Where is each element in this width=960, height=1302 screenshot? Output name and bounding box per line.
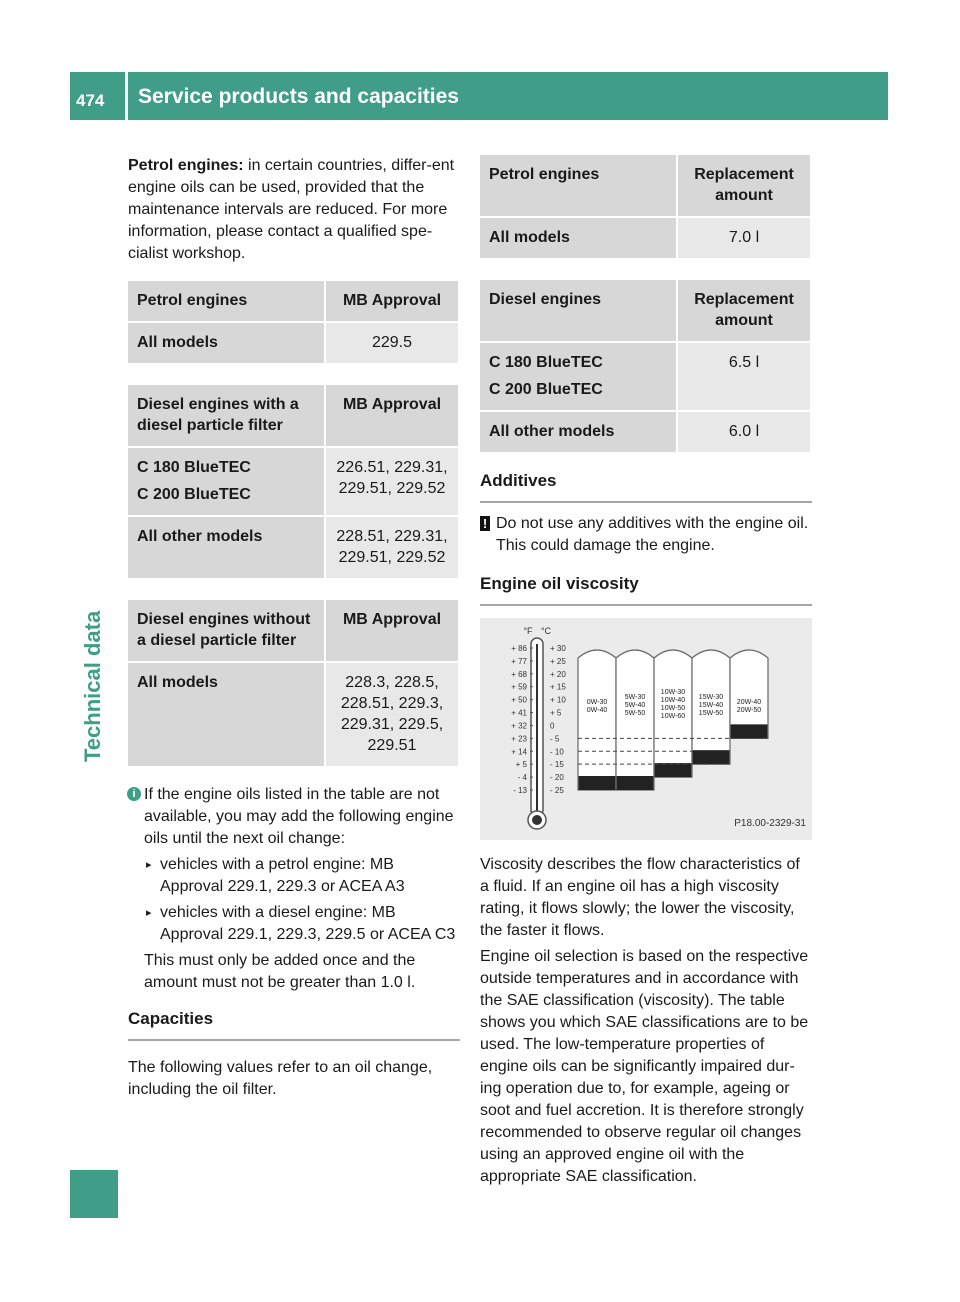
- viscosity-grade-label: 10W-40: [660, 697, 686, 704]
- celsius-tick-label: + 30: [550, 644, 566, 653]
- celsius-tick-label: + 20: [550, 669, 566, 679]
- celsius-tick-label: 0: [550, 721, 555, 731]
- fahrenheit-unit: °F: [523, 626, 533, 636]
- warning-note: [480, 513, 812, 557]
- fahrenheit-tick-label: - 13: [513, 786, 527, 795]
- table-cell: All models: [128, 663, 324, 766]
- table-cell: [128, 448, 324, 515]
- model-name: C 200 BlueTEC: [137, 486, 251, 503]
- celsius-tick-label: + 10: [550, 695, 566, 705]
- section-title: Service products and capacities: [138, 85, 459, 108]
- celsius-tick-label: - 15: [550, 760, 564, 770]
- intro-paragraph: [128, 155, 460, 265]
- table-cell: 6.0 l: [678, 412, 810, 452]
- diesel-nofilter-approval-table: [126, 598, 460, 768]
- celsius-tick-label: + 25: [550, 656, 566, 666]
- fahrenheit-tick-label: + 5: [515, 760, 527, 770]
- viscosity-grade-label: 10W-60: [660, 713, 686, 720]
- table-header: Diesel engines: [480, 280, 676, 341]
- table-cell: [480, 343, 676, 410]
- table-cell: All models: [480, 218, 676, 258]
- intro-text: in certain countries, differ-ent engine oils can be used, provided that the maintenance intervals are reduced. For more information, please contact a qualified spe-cialist workshop.: [128, 157, 455, 262]
- viscosity-grade-label: 10W-30: [660, 689, 686, 696]
- fahrenheit-tick-label: + 59: [511, 682, 527, 692]
- left-column: [128, 155, 460, 1101]
- model-name: C 180 BlueTEC: [137, 459, 251, 476]
- note-after-text: This must only be added once and the amount must not be greater than 1.0 l.: [144, 952, 416, 991]
- table-header: Replacement amount: [678, 155, 810, 216]
- fahrenheit-tick-label: + 14: [511, 747, 527, 757]
- viscosity-grade-label: 5W-40: [624, 702, 646, 709]
- celsius-tick-label: - 25: [550, 786, 564, 795]
- viscosity-grade-label: 5W-30: [624, 694, 646, 701]
- table-header: Petrol engines: [128, 281, 324, 321]
- table-cell: All other models: [128, 517, 324, 578]
- petrol-approval-table: [126, 279, 460, 365]
- diesel-capacity-table: [478, 278, 812, 454]
- celsius-tick-label: + 15: [550, 682, 566, 692]
- viscosity-grade-label: 0W-30: [586, 699, 608, 706]
- viscosity-band-low-zone: [655, 763, 692, 777]
- viscosity-paragraph-1: Viscosity describes the flow characteristics of a fluid. If an engine oil has a high viscosity rating, it flows slowly; the lower the viscosity, the faster it flows.: [480, 856, 800, 939]
- side-tab-square: [70, 1170, 118, 1218]
- capacities-text: The following values refer to an oil change, including the oil filter.: [128, 1059, 433, 1098]
- viscosity-heading: Engine oil viscosity: [480, 573, 812, 606]
- fahrenheit-tick-label: + 86: [511, 644, 527, 653]
- viscosity-band-low-zone: [617, 776, 654, 790]
- fahrenheit-tick-label: + 32: [511, 721, 527, 731]
- celsius-tick-label: + 5: [550, 708, 562, 718]
- table-header: Diesel engines with a diesel particle filter: [128, 385, 324, 446]
- warning-icon: !: [480, 516, 490, 531]
- right-column: [480, 155, 812, 1188]
- fahrenheit-tick-label: + 50: [511, 695, 527, 705]
- table-header: Diesel engines without a diesel particle filter: [128, 600, 324, 661]
- table-cell: All other models: [480, 412, 676, 452]
- warning-text: Do not use any additives with the engine oil. This could damage the engine.: [496, 515, 809, 554]
- fahrenheit-tick-label: + 77: [511, 656, 527, 666]
- celsius-tick-label: - 5: [550, 734, 560, 744]
- fahrenheit-tick-label: + 68: [511, 669, 527, 679]
- viscosity-grade-label: 15W-50: [698, 710, 724, 717]
- table-header: Replacement amount: [678, 280, 810, 341]
- celsius-tick-label: - 20: [550, 773, 564, 783]
- viscosity-grade-label: 10W-50: [660, 705, 686, 712]
- fahrenheit-tick-label: + 23: [511, 734, 527, 744]
- viscosity-band: [616, 650, 654, 790]
- viscosity-grade-label: 15W-30: [698, 694, 724, 701]
- intro-bold: Petrol engines:: [128, 157, 244, 174]
- celsius-tick-label: - 10: [550, 747, 564, 757]
- model-name: C 180 BlueTEC: [489, 354, 603, 371]
- capacities-heading: Capacities: [128, 1008, 460, 1041]
- table-cell: 228.51, 229.31, 229.51, 229.52: [326, 517, 458, 578]
- viscosity-band: [578, 650, 616, 790]
- table-header: MB Approval: [326, 385, 458, 446]
- chart-reference: P18.00-2329-31: [734, 818, 806, 829]
- viscosity-grade-label: 0W-40: [586, 707, 608, 714]
- page-number: 474: [76, 91, 105, 110]
- viscosity-paragraph-2: Engine oil selection is based on the respective outside temperatures and in accordance with the SAE classification (viscosity). The table shows you which SAE classifications are to be used. The low-temperature properties of engine oils can be significantly impaired dur-ing operation due to, for example, ageing or soot and fuel accretion. It is therefore strongly recommended to observe regular oil changes using an approved engine oil with the appropriate SAE classification.: [480, 948, 809, 1185]
- viscosity-grade-label: 20W-50: [736, 707, 762, 714]
- viscosity-chart: [480, 618, 812, 840]
- table-cell: All models: [128, 323, 324, 363]
- table-header: Petrol engines: [480, 155, 676, 216]
- list-item: ▸ vehicles with a diesel engine: MB Approval 229.1, 229.3, 229.5 or ACEA C3: [144, 902, 460, 946]
- viscosity-band-low-zone: [579, 776, 616, 790]
- table-cell: 226.51, 229.31, 229.51, 229.52: [326, 448, 458, 515]
- additives-heading: Additives: [480, 470, 812, 503]
- side-tab-label: Technical data: [80, 610, 105, 762]
- diesel-filter-approval-table: [126, 383, 460, 580]
- bullet-list: [144, 854, 460, 946]
- table-header: MB Approval: [326, 281, 458, 321]
- viscosity-grade-label: 5W-50: [624, 710, 646, 717]
- table-cell: 6.5 l: [678, 343, 810, 410]
- list-item: ▸ vehicles with a petrol engine: MB Approval 229.1, 229.3 or ACEA A3: [144, 854, 460, 898]
- note-text: If the engine oils listed in the table are not available, you may add the following engine oils until the next oil change:: [144, 786, 454, 847]
- table-cell: 229.5: [326, 323, 458, 363]
- info-icon: i: [127, 787, 141, 801]
- viscosity-band-low-zone: [731, 724, 768, 738]
- table-header: MB Approval: [326, 600, 458, 661]
- table-cell: 7.0 l: [678, 218, 810, 258]
- fahrenheit-tick-label: - 4: [517, 773, 527, 783]
- info-note: [128, 784, 460, 994]
- petrol-capacity-table: [478, 153, 812, 260]
- thermometer-bulb-fill: [532, 815, 542, 825]
- celsius-unit: °C: [540, 626, 552, 636]
- model-name: C 200 BlueTEC: [489, 381, 603, 398]
- header-divider: [125, 72, 128, 120]
- fahrenheit-tick-label: + 41: [511, 708, 527, 718]
- viscosity-grade-label: 20W-40: [736, 699, 762, 706]
- viscosity-chart-svg: [480, 618, 812, 840]
- viscosity-band-low-zone: [693, 750, 730, 764]
- viscosity-grade-label: 15W-40: [698, 702, 724, 709]
- table-cell: 228.3, 228.5, 228.51, 229.3, 229.31, 229.5, 229.51: [326, 663, 458, 766]
